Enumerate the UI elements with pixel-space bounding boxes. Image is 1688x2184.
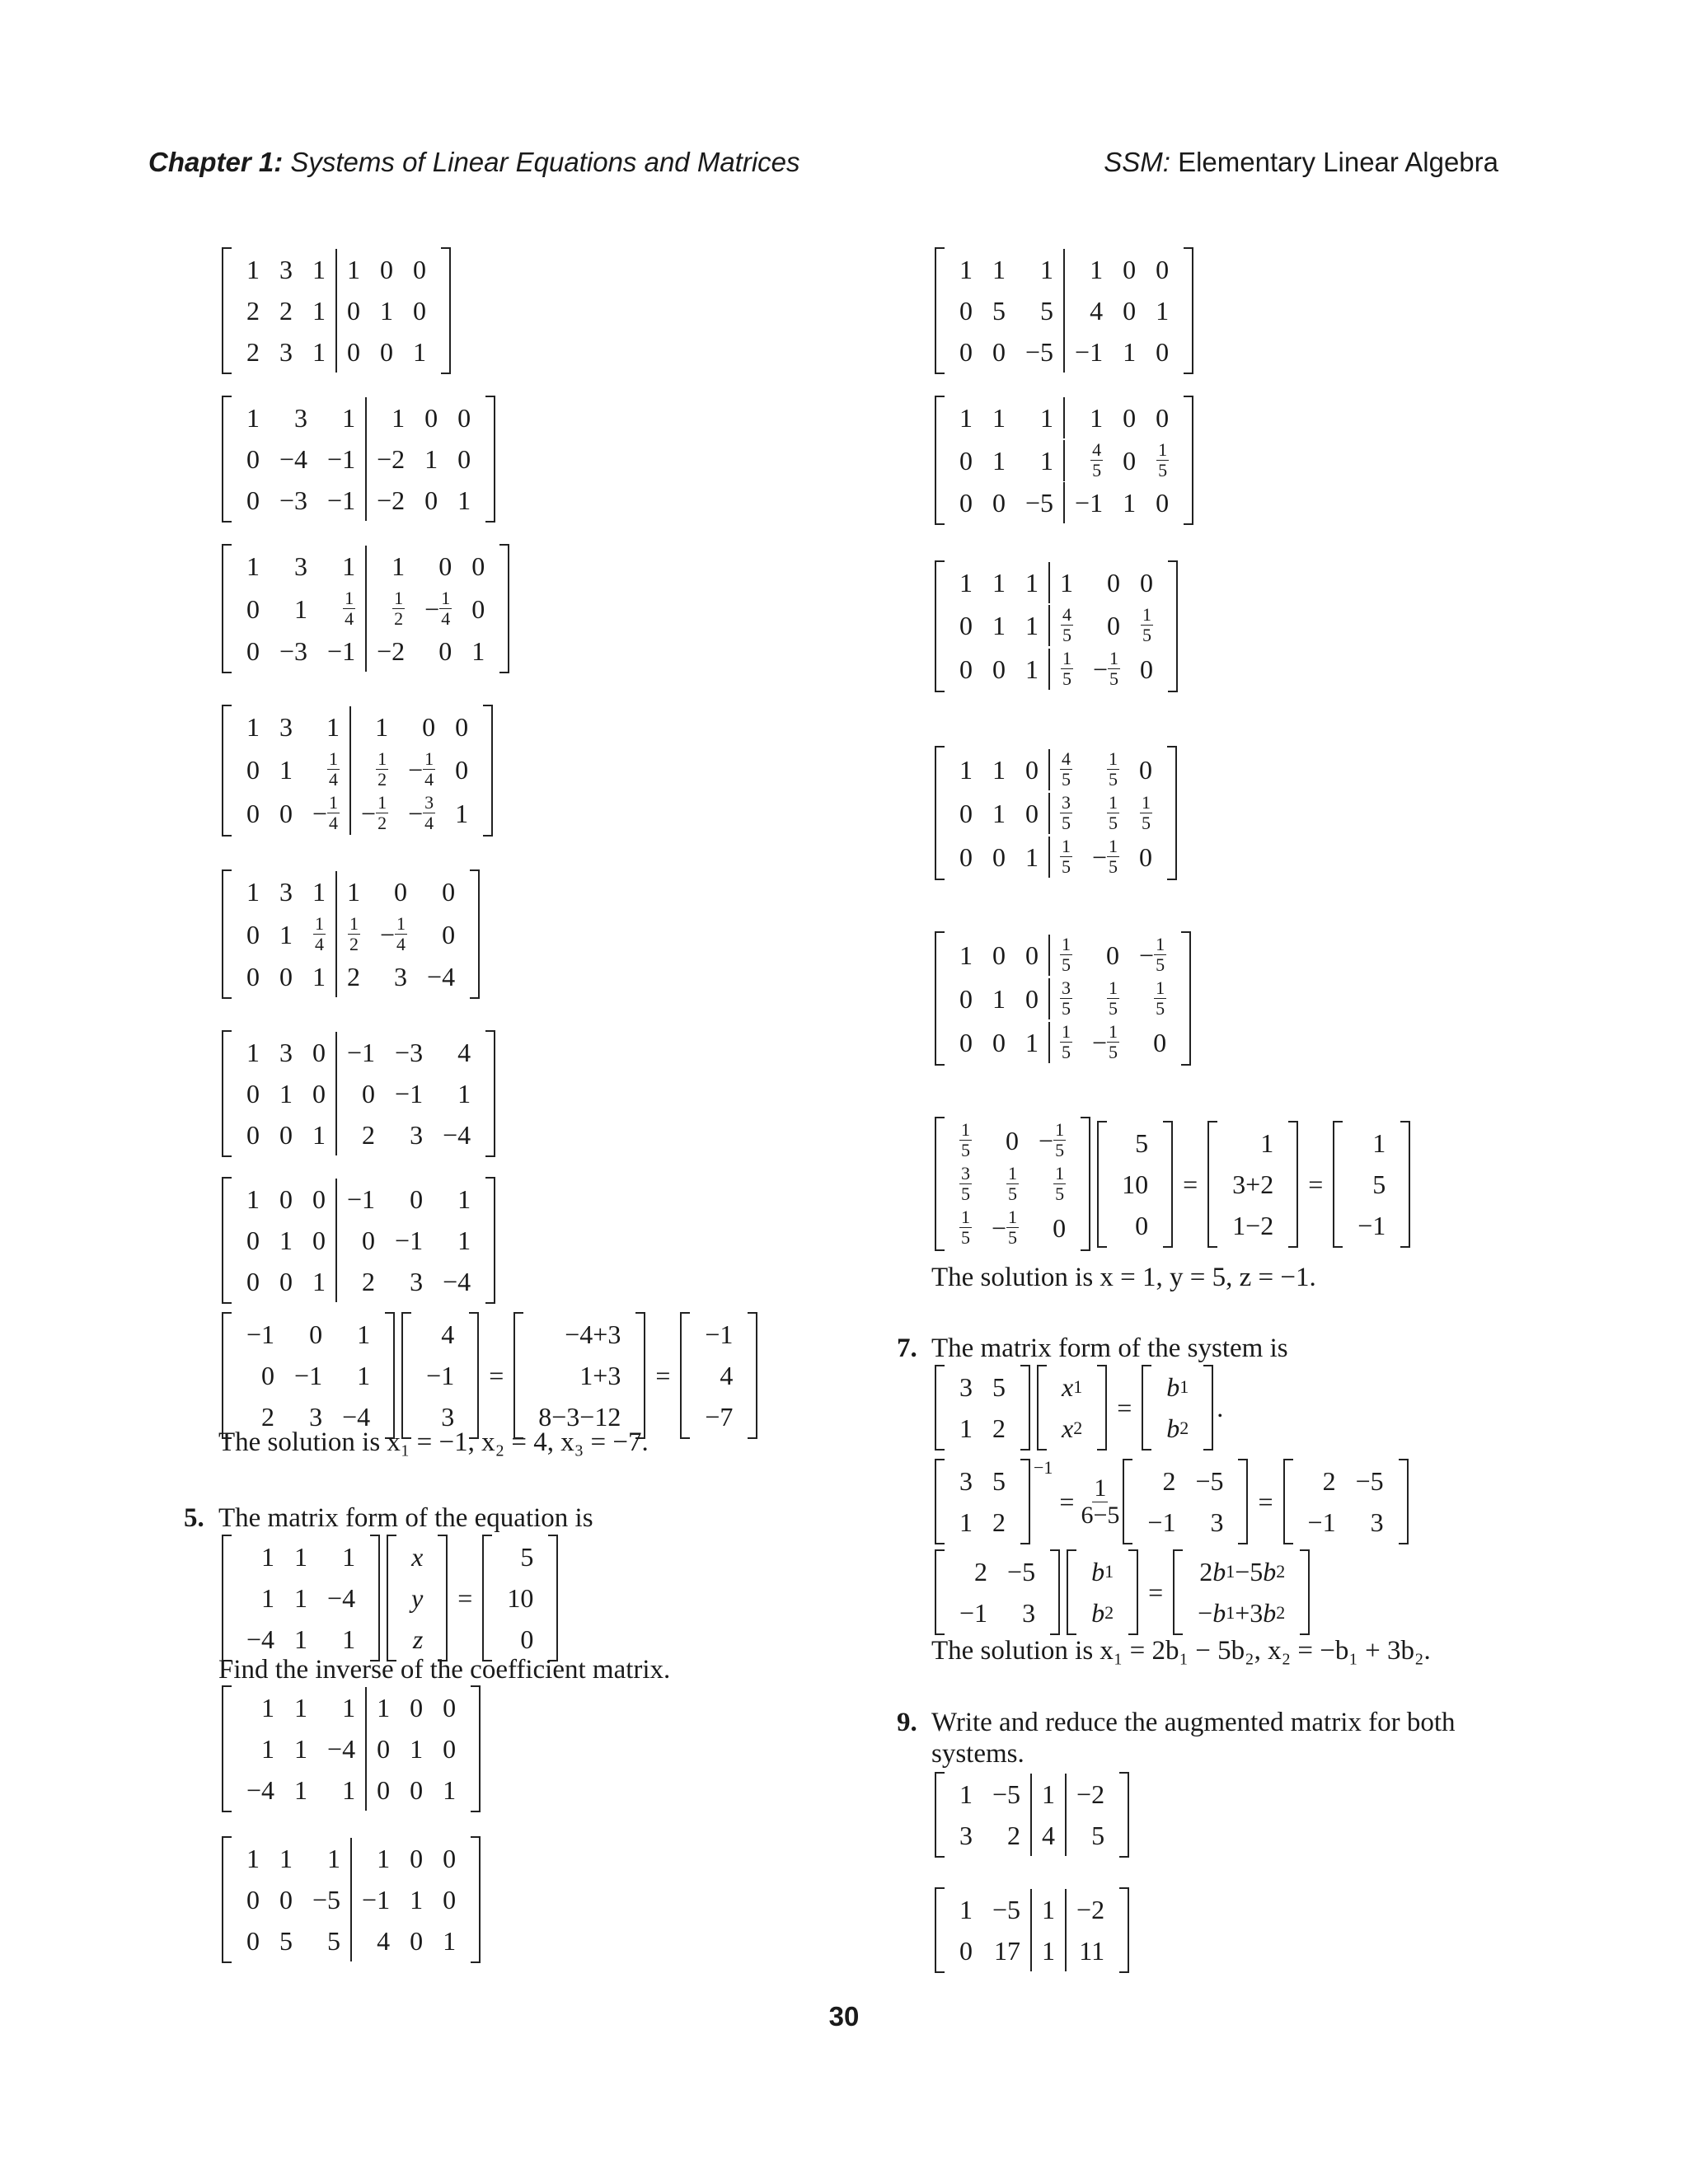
problem-number: 5. (184, 1503, 204, 1533)
problem-number: 9. (897, 1708, 917, 1737)
book-title: Elementary Linear Algebra (1178, 147, 1498, 177)
matrix-product: $\frac{1}{5}$ 0 − $\frac{1}{5}$ $\frac{3}{5}$ $\frac{1}{5}$ $\frac{1}{5}$ $\frac{1}{5}$ − $\frac{1}{5}$ 0 5 10 0 = 1 3+2 1−2 = 1 5 −1 (931, 1117, 1414, 1251)
matrix-block: 1 0 0 −1 0 1 0 1 0 0 −1 1 0 0 1 2 3 −4 (218, 1177, 499, 1304)
matrix-block: 1 3 1 1 0 0 0 1 $\frac{1}{4}$ $\frac{1}{2}$ − $\frac{1}{4}$ 0 0 −3 −1 −2 0 1 (218, 544, 513, 673)
problem-text: The matrix form of the equation is (218, 1503, 593, 1533)
matrix-block: 1 1 1 1 0 0 0 1 1 $\frac{4}{5}$ 0 $\frac{1}{5}$ 0 0 −5 −1 1 0 (931, 396, 1197, 525)
matrix-block: 1 −5 1 −2 0 17 1 11 (931, 1887, 1132, 1973)
problem-text-line: Write and reduce the augmented matrix for both (931, 1708, 1456, 1737)
inverse-computation: 3 5 1 2 $^{-1}$ = $\frac{1}{6-5}$ 2 −5 −1 3 = 2 −5 −1 3 (931, 1459, 1412, 1544)
matrix-block: 1 1 1 1 0 0 1 1 −4 0 1 0 −4 1 1 0 0 1 (218, 1685, 484, 1812)
running-header-right (1104, 147, 1498, 178)
matrix-product: 2 −5 −1 3 b 1 b 2 = 2 b 1 −5 b 2 − b 1 +3 b 2 (931, 1549, 1313, 1635)
matrix-equation: 1 1 1 1 1 −4 −4 1 1 x y z = 5 10 0 (218, 1535, 561, 1661)
matrix-block: 1 1 0 $\frac{4}{5}$ $\frac{1}{5}$ 0 0 1 0 $\frac{3}{5}$ $\frac{1}{5}$ $\frac{1}{5}$ 0 0 1 $\frac{1}{5}$ − $\frac{1}{5}$ 0 (931, 746, 1180, 880)
solution-text: The solution is x = 1, y = 5, z = −1. (931, 1263, 1316, 1292)
matrix-block: 1 1 1 1 0 0 0 5 5 4 0 1 0 0 −5 −1 1 0 (931, 247, 1197, 374)
problem-text (931, 1708, 1456, 1770)
matrix-block: 1 3 1 1 0 0 0 1 $\frac{1}{4}$ $\frac{1}{2}$ − $\frac{1}{4}$ 0 0 0 1 2 3 −4 (218, 869, 483, 999)
instruction-text: Find the inverse of the coefficient matrix. (218, 1655, 671, 1685)
matrix-block: 1 1 1 1 0 0 0 0 −5 −1 1 0 0 5 5 4 0 1 (218, 1836, 484, 1963)
chapter-label: Chapter 1: (148, 147, 284, 177)
matrix-block: 1 −5 1 −2 3 2 4 5 (931, 1772, 1132, 1858)
matrix-block: 1 0 0 $\frac{1}{5}$ 0 − $\frac{1}{5}$ 0 1 0 $\frac{3}{5}$ $\frac{1}{5}$ $\frac{1}{5}$ 0 0 1 $\frac{1}{5}$ − $\frac{1}{5}$ 0 (931, 931, 1194, 1066)
running-header-left (148, 147, 800, 178)
problem-text: The matrix form of the system is (931, 1333, 1288, 1363)
matrix-product: −1 0 1 0 −1 1 2 3 −4 4 −1 3 = −4+3 1+3 8−3−12 = −1 4 −7 (218, 1312, 761, 1439)
matrix-block: 1 3 1 1 0 0 0 1 $\frac{1}{4}$ $\frac{1}{2}$ − $\frac{1}{4}$ 0 0 0 − $\frac{1}{4}$ − $\frac{1}{2}$ − $\frac{3}{4}$ 1 (218, 705, 496, 837)
matrix-block: 1 3 0 −1 −3 4 0 1 0 0 −1 1 0 0 1 2 3 −4 (218, 1030, 499, 1157)
page-number: 30 (828, 2001, 860, 2032)
matrix-equation: 3 5 1 2 x 1 x 2 = b 1 b 2 . (931, 1365, 1223, 1451)
book-label: SSM: (1104, 147, 1170, 177)
matrix-block: 1 3 1 1 0 0 0 −4 −1 −2 1 0 0 −3 −1 −2 0 1 (218, 396, 499, 523)
matrix-block: 1 3 1 1 0 0 2 2 1 0 1 0 2 3 1 0 0 1 (218, 247, 454, 374)
problem-text-line: systems. (931, 1738, 1025, 1769)
solution-text: The solution is x₁ = −1, x₂ = 4, x₃ = −7. (218, 1427, 649, 1457)
solution-text: The solution is x₁ = 2b₁ − 5b₂, x₂ = −b₁ + 3b₂. (931, 1636, 1431, 1666)
matrix-block: 1 1 1 1 0 0 0 1 1 $\frac{4}{5}$ 0 $\frac{1}{5}$ 0 0 1 $\frac{1}{5}$ − $\frac{1}{5}$ 0 (931, 560, 1181, 692)
chapter-title: Systems of Linear Equations and Matrices (290, 147, 800, 177)
problem-number: 7. (897, 1333, 917, 1363)
